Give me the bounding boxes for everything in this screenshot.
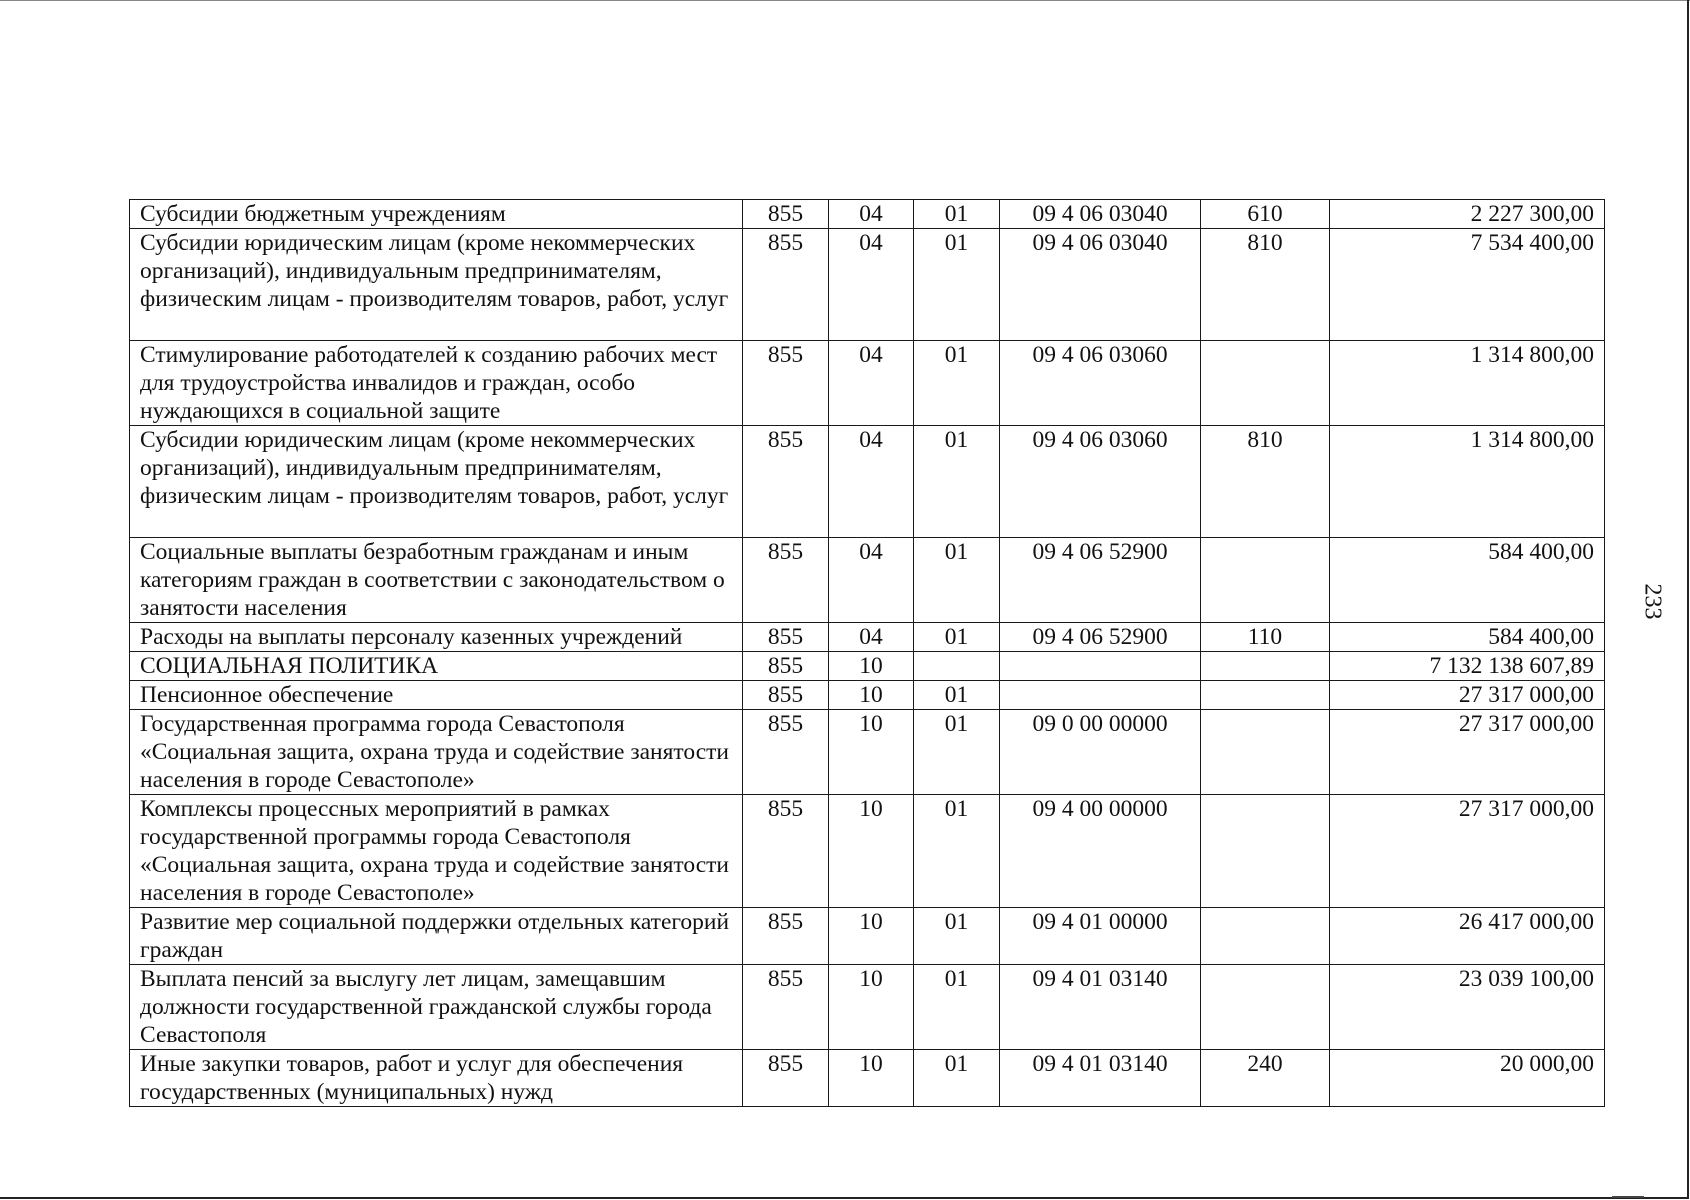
cell-pr: 01 xyxy=(914,229,1000,341)
cell-pr: 01 xyxy=(914,908,1000,965)
cell-rz: 04 xyxy=(829,341,914,426)
cell-amount: 27 317 000,00 xyxy=(1330,710,1605,795)
scan-mark xyxy=(1612,1196,1644,1198)
cell-amount: 1 314 800,00 xyxy=(1330,426,1605,538)
cell-rz: 10 xyxy=(829,1050,914,1107)
table-row xyxy=(130,710,1605,795)
cell-vr xyxy=(1201,341,1330,426)
cell-pr: 01 xyxy=(914,681,1000,710)
cell-amount: 584 400,00 xyxy=(1330,538,1605,623)
cell-csr: 09 4 06 03040 xyxy=(1000,229,1201,341)
cell-name: Социальные выплаты безработным гражданам и иным категориям граждан в соответствии с законодательством о занятости населения xyxy=(130,538,743,623)
table-row xyxy=(130,908,1605,965)
cell-name: Субсидии юридическим лицам (кроме некоммерческих организаций), индивидуальным предпринимателям, физическим лицам - производителям товаров, работ, услуг xyxy=(130,229,743,341)
budget-table-body xyxy=(130,200,1605,1107)
cell-vr: 240 xyxy=(1201,1050,1330,1107)
cell-amount: 7 534 400,00 xyxy=(1330,229,1605,341)
cell-rz: 04 xyxy=(829,538,914,623)
cell-csr: 09 4 06 52900 xyxy=(1000,538,1201,623)
cell-vr: 610 xyxy=(1201,200,1330,229)
cell-pr: 01 xyxy=(914,426,1000,538)
cell-pr xyxy=(914,652,1000,681)
cell-pr: 01 xyxy=(914,965,1000,1050)
cell-vr xyxy=(1201,681,1330,710)
table-row xyxy=(130,795,1605,908)
cell-gr: 855 xyxy=(743,229,829,341)
cell-amount: 7 132 138 607,89 xyxy=(1330,652,1605,681)
cell-pr: 01 xyxy=(914,341,1000,426)
cell-pr: 01 xyxy=(914,710,1000,795)
cell-gr: 855 xyxy=(743,426,829,538)
cell-gr: 855 xyxy=(743,710,829,795)
cell-rz: 04 xyxy=(829,229,914,341)
cell-csr: 09 4 06 03060 xyxy=(1000,426,1201,538)
cell-rz: 04 xyxy=(829,426,914,538)
cell-pr: 01 xyxy=(914,795,1000,908)
cell-gr: 855 xyxy=(743,623,829,652)
cell-amount: 1 314 800,00 xyxy=(1330,341,1605,426)
cell-name: Развитие мер социальной поддержки отдельных категорий граждан xyxy=(130,908,743,965)
cell-pr: 01 xyxy=(914,1050,1000,1107)
cell-gr: 855 xyxy=(743,681,829,710)
cell-amount: 20 000,00 xyxy=(1330,1050,1605,1107)
cell-gr: 855 xyxy=(743,200,829,229)
cell-rz: 10 xyxy=(829,681,914,710)
cell-rz: 10 xyxy=(829,965,914,1050)
table-row xyxy=(130,652,1605,681)
cell-csr: 09 4 06 03040 xyxy=(1000,200,1201,229)
cell-gr: 855 xyxy=(743,538,829,623)
cell-pr: 01 xyxy=(914,538,1000,623)
cell-vr xyxy=(1201,710,1330,795)
cell-rz: 04 xyxy=(829,623,914,652)
cell-rz: 04 xyxy=(829,200,914,229)
cell-name: Субсидии юридическим лицам (кроме некоммерческих организаций), индивидуальным предпринимателям, физическим лицам - производителям товаров, работ, услуг xyxy=(130,426,743,538)
cell-vr xyxy=(1201,795,1330,908)
cell-csr: 09 4 06 03060 xyxy=(1000,341,1201,426)
cell-amount: 2 227 300,00 xyxy=(1330,200,1605,229)
table-row xyxy=(130,965,1605,1050)
cell-csr xyxy=(1000,652,1201,681)
table-row xyxy=(130,623,1605,652)
cell-amount: 27 317 000,00 xyxy=(1330,795,1605,908)
cell-name: Расходы на выплаты персоналу казенных учреждений xyxy=(130,623,743,652)
cell-name: Государственная программа города Севастополя «Социальная защита, охрана труда и содействие занятости населения в городе Севастополе» xyxy=(130,710,743,795)
cell-vr: 810 xyxy=(1201,426,1330,538)
cell-rz: 10 xyxy=(829,710,914,795)
table-row xyxy=(130,1050,1605,1107)
cell-amount: 23 039 100,00 xyxy=(1330,965,1605,1050)
cell-pr: 01 xyxy=(914,623,1000,652)
cell-amount: 584 400,00 xyxy=(1330,623,1605,652)
cell-vr xyxy=(1201,652,1330,681)
cell-vr xyxy=(1201,965,1330,1050)
cell-vr xyxy=(1201,538,1330,623)
cell-gr: 855 xyxy=(743,341,829,426)
cell-rz: 10 xyxy=(829,795,914,908)
cell-gr: 855 xyxy=(743,652,829,681)
cell-csr: 09 0 00 00000 xyxy=(1000,710,1201,795)
cell-name: Стимулирование работодателей к созданию рабочих мест для трудоустройства инвалидов и граждан, особо нуждающихся в социальной защите xyxy=(130,341,743,426)
cell-name: Пенсионное обеспечение xyxy=(130,681,743,710)
cell-name: Субсидии бюджетным учреждениям xyxy=(130,200,743,229)
cell-vr: 110 xyxy=(1201,623,1330,652)
cell-name: Выплата пенсий за выслугу лет лицам, замещавшим должности государственной гражданской службы города Севастополя xyxy=(130,965,743,1050)
cell-gr: 855 xyxy=(743,908,829,965)
cell-csr: 09 4 01 03140 xyxy=(1000,965,1201,1050)
cell-name: СОЦИАЛЬНАЯ ПОЛИТИКА xyxy=(130,652,743,681)
cell-csr: 09 4 06 52900 xyxy=(1000,623,1201,652)
cell-name: Комплексы процессных мероприятий в рамках государственной программы города Севастополя «Социальная защита, охрана труда и содействие занятости населения в городе Севастополе» xyxy=(130,795,743,908)
cell-pr: 01 xyxy=(914,200,1000,229)
cell-gr: 855 xyxy=(743,795,829,908)
table-row xyxy=(130,229,1605,341)
table-row xyxy=(130,341,1605,426)
cell-vr xyxy=(1201,908,1330,965)
cell-csr: 09 4 01 03140 xyxy=(1000,1050,1201,1107)
cell-amount: 27 317 000,00 xyxy=(1330,681,1605,710)
table-row xyxy=(130,681,1605,710)
cell-gr: 855 xyxy=(743,965,829,1050)
cell-gr: 855 xyxy=(743,1050,829,1107)
cell-csr: 09 4 01 00000 xyxy=(1000,908,1201,965)
cell-rz: 10 xyxy=(829,652,914,681)
page-number: 233 xyxy=(1639,583,1666,620)
cell-name: Иные закупки товаров, работ и услуг для обеспечения государственных (муниципальных) нужд xyxy=(130,1050,743,1107)
table-row xyxy=(130,538,1605,623)
cell-csr: 09 4 00 00000 xyxy=(1000,795,1201,908)
table-row xyxy=(130,426,1605,538)
cell-vr: 810 xyxy=(1201,229,1330,341)
budget-table xyxy=(129,199,1605,1107)
cell-rz: 10 xyxy=(829,908,914,965)
table-row xyxy=(130,200,1605,229)
cell-amount: 26 417 000,00 xyxy=(1330,908,1605,965)
cell-csr xyxy=(1000,681,1201,710)
